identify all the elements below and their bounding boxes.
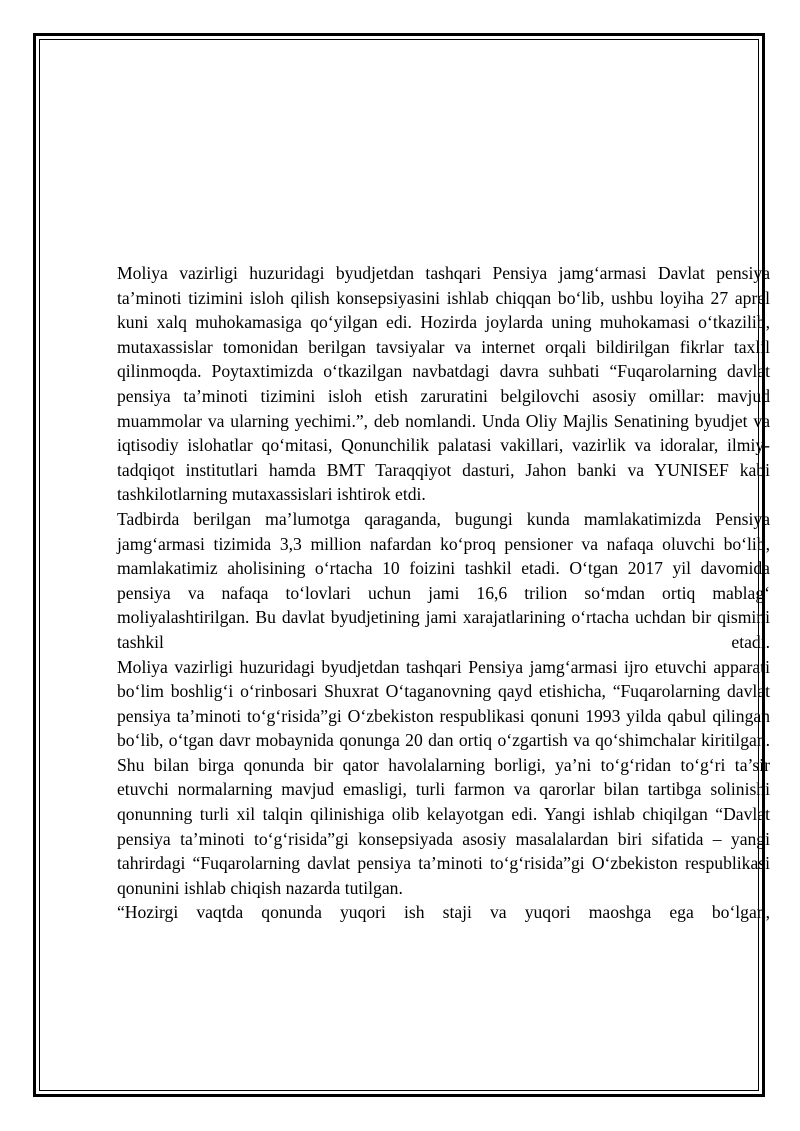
document-body	[117, 261, 770, 925]
paragraph-4: “Hozirgi vaqtda qonunda yuqori ish staji va yuqori maoshga ega bo‘lgan,	[117, 902, 770, 923]
paragraph-3: Moliya vazirligi huzuridagi byudjetdan tashqari Pensiya jamg‘armasi ijro etuvchi apparati bo‘lim boshlig‘i o‘rinbosari Shuxrat O‘taganovning qayd etishicha, “Fuqarolarning davlat pensiya ta’minoti to‘g‘risida”gi O‘zbekiston respublikasi qonuni 1993 yilda qabul qilingan bo‘lib, o‘tgan davr mobaynida qonunga 20 dan ortiq o‘zgartish va qo‘shimchalar kiritilgan. Shu bilan birga qonunda bir qator havolalarning borligi, ya’ni to‘g‘ridan to‘g‘ri ta’sir etuvchi normalarning mavjud emasligi, turli farmon va qarorlar bilan tartibga solinishi qonunning turli xil talqin qilinishiga olib kelayotgan edi. Yangi ishlab chiqilgan “Davlat pensiya ta’minoti to‘g‘risida”gi konsepsiyada asosiy masalalardan biri sifatida – yangi tahrirdagi “Fuqarolarning davlat pensiya ta’minoti to‘g‘risida”gi O‘zbekiston respublikasi qonunini ishlab chiqish nazarda tutilgan.	[117, 656, 770, 898]
paragraph-2: Tadbirda berilgan ma’lumotga qaraganda, bugungi kunda mamlakatimizda Pensiya jamg‘armasi tizimida 3,3 million nafardan ko‘proq pensioner va nafaqa oluvchi bo‘lib, mamlakatimiz aholisining o‘rtacha 10 foizini tashkil etadi. O‘tgan 2017 yil davomida pensiya va nafaqa to‘lovlari uchun jami 16,6 trilion so‘mdan ortiq mablag‘ moliyalashtirilgan. Bu davlat byudjetining jami xarajatlarining o‘rtacha uchdan bir qismini tashkil etadi.	[117, 508, 770, 652]
paragraph-1: Moliya vazirligi huzuridagi byudjetdan tashqari Pensiya jamg‘armasi Davlat pensiya ta’minoti tizimini isloh qilish konsepsiyasini ishlab chiqqan bo‘lib, ushbu loyiha 27 aprel kuni xalq muhokamasiga qo‘yilgan edi. Hozirda joylarda uning muhokamasi o‘tkazilib, mutaxassislar tomonidan berilgan tavsiyalar va internet orqali bildirilgan fikrlar taxlil qilinmoqda. Poytaxtimizda o‘tkazilgan navbatdagi davra suhbati “Fuqarolarning davlat pensiya ta’minoti tizimini isloh etish zaruratini belgilovchi asosiy omillar: mavjud muammolar va ularning yechimi.”, deb nomlandi. Unda Oliy Majlis Senatining byudjet va iqtisodiy islohatlar qo‘mitasi, Qonunchilik palatasi vakillari, vazirlik va idoralar, ilmiy-tadqiqot institutlari hamda BMT Taraqqiyot dasturi, Jahon banki va YUNISEF kabi tashkilotlarning mutaxassislari ishtirok etdi.	[117, 263, 770, 505]
